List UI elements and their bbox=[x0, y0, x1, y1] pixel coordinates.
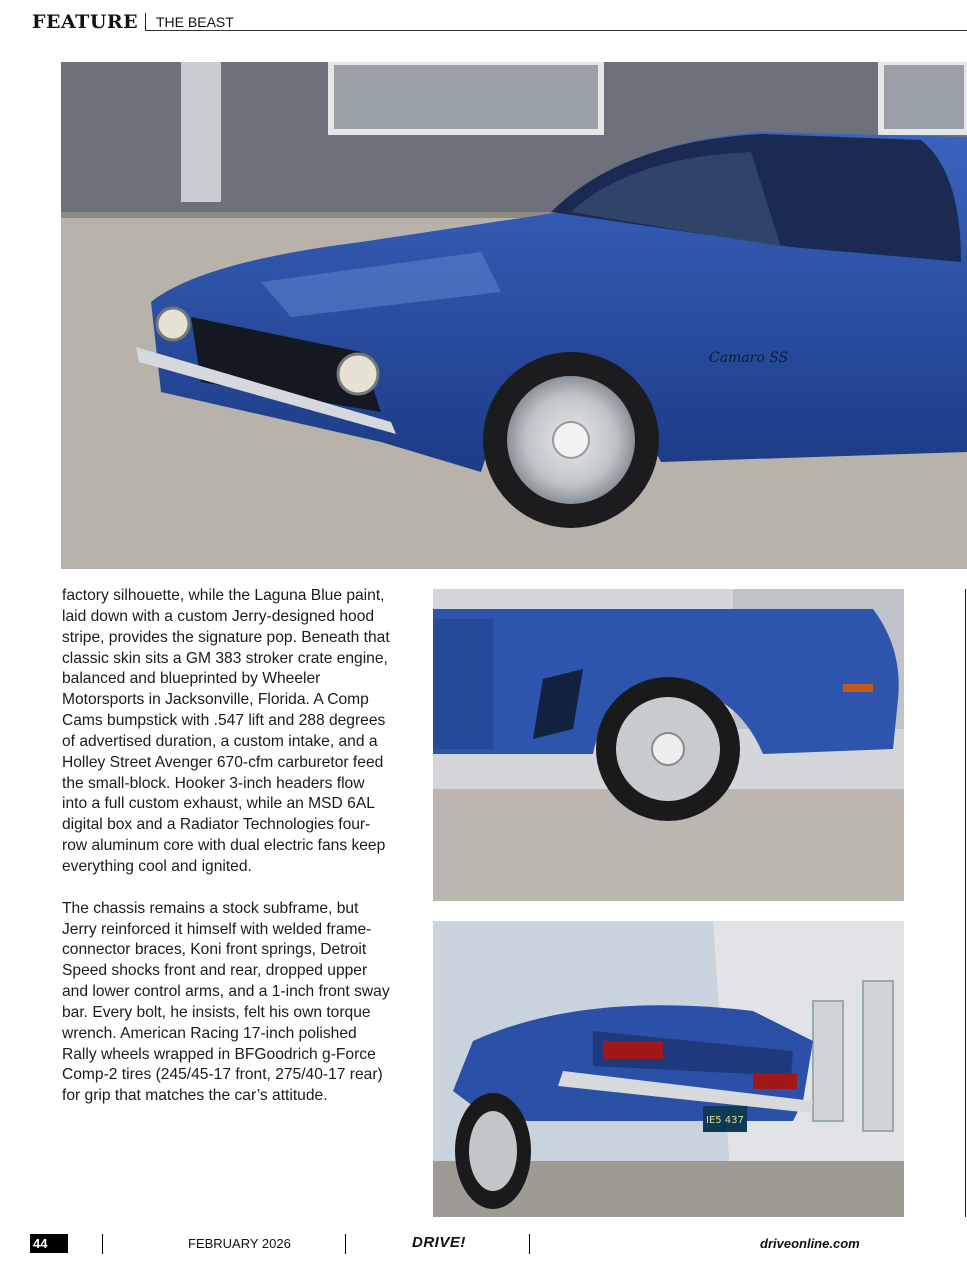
header-divider bbox=[145, 13, 146, 31]
footer-divider bbox=[529, 1234, 530, 1254]
side-photo-art bbox=[433, 589, 904, 901]
website-link[interactable]: driveonline.com bbox=[760, 1236, 860, 1251]
article-paragraph-1: factory silhouette, while the Laguna Blue paint, laid down with a custom Jerry-designed hood stripe, provides the signature pop. Beneath that classic skin sits a GM 383 stroker crate engine, balanced and blueprinted by Wheeler Motorsports in Jacksonville, Florida. A Comp Cams bumpstick with .547 lift and 288 degrees of advertised duration, a custom intake, and a Holley Street Avenger 670-cfm carburetor feed the small-block. Hooker 3-inch headers flow into a full custom exhaust, while an MSD 6AL digital box and a Radiator Technologies four-row aluminum core with dual electric fans keep everything cool and ignited. bbox=[62, 587, 390, 875]
column-rule bbox=[965, 589, 966, 1217]
camaro-badge: Camaro SS bbox=[709, 350, 789, 366]
page-footer bbox=[30, 1234, 967, 1256]
page-header bbox=[32, 10, 967, 32]
feature-label: FEATURE bbox=[32, 11, 139, 33]
issue-date: FEBRUARY 2026 bbox=[188, 1236, 291, 1251]
header-rule bbox=[145, 30, 967, 31]
footer-divider bbox=[345, 1234, 346, 1254]
article-paragraph-2: The chassis remains a stock subframe, but Jerry reinforced it himself with welded frame-connector braces, Koni front springs, Detroit Speed shocks front and rear, dropped upper and lower control arms, and a 1-inch front sway bar. Every bolt, he insists, felt his own torque wrench. American Racing 17-inch polished Rally wheels wrapped in BFGoodrich g-Force Comp-2 tires (245/45-17 front, 275/40-17 rear) for grip that matches the car’s attitude. bbox=[62, 899, 390, 1105]
license-plate: IE5 437 bbox=[706, 1115, 744, 1126]
rear-photo-art bbox=[433, 921, 904, 1217]
page-number: 44 bbox=[30, 1234, 68, 1253]
side-photo bbox=[433, 589, 904, 901]
magazine-logo: DRIVE! bbox=[412, 1234, 466, 1251]
section-title: THE BEAST bbox=[156, 14, 234, 30]
rear-photo bbox=[433, 921, 904, 1217]
hero-photo-art bbox=[61, 62, 967, 569]
article-body bbox=[62, 586, 392, 1128]
hero-photo bbox=[61, 62, 967, 569]
footer-divider bbox=[102, 1234, 103, 1254]
